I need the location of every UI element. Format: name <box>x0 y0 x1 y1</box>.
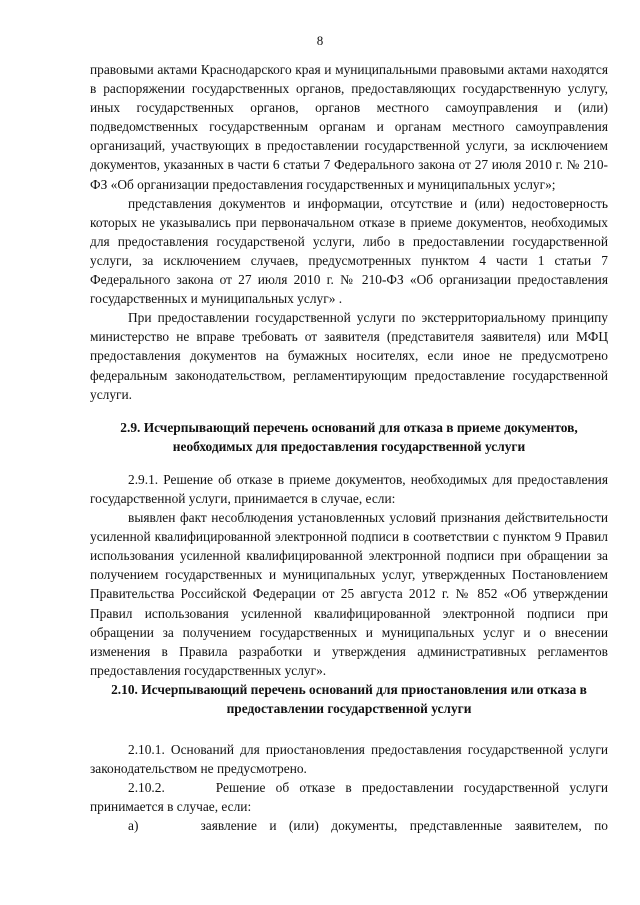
paragraph: 2.10.1. Оснований для приостановления предоставления государственной услуги законодательством не предусмотрено. <box>90 742 608 777</box>
paragraph: 2.9.1. Решение об отказе в приеме документов, необходимых для предоставления государственной услуги, принимается в случае, если: <box>90 471 608 506</box>
paragraph: выявлен факт несоблюдения установленных условий признания действительности усиленной квалифицированной электронной подписи в соответствии с пунктом 9 Правил использования усиленной квалифицированной электронной подписи при обращении за получением государственных и муниципальных услуг, утвержденных Постановлением Правительства Российской Федерации от 25 августа 2012 г. № 852 «Об утверждении Правил использования усиленной квалифицированной электронной подписи при обращении за получением государственных и муниципальных услуг и о внесении изменения в Правила разработки и утверждения административных регламентов предоставления государственных услуг». <box>90 510 608 678</box>
paragraph: а) заявление и (или) документы, представленные заявителем, по <box>128 818 608 834</box>
section-heading-2-10: 2.10. Исчерпывающий перечень оснований для приостановления или отказа в предоставлении государственной услуги <box>111 681 587 716</box>
paragraph: При предоставлении государственной услуги по экстерриториальному принципу министерство не вправе требовать от заявителя (представителя заявителя) или МФЦ предоставления документов на бумажных носителях, если иное не предусмотрено федеральным законодательством, регламентирующим предоставление государственной услуги. <box>90 310 608 402</box>
paragraph: представления документов и информации, отсутствие и (или) недостоверность которых не указывались при первоначальном отказе в приеме документов, необходимых для предоставления государственой услуги, либо в предоставлении государственной услуги, за исключением случаев, предусмотренных пунктом 4 части 1 статьи 7 Федерального закона от 27 июля 2010 г. № 210-ФЗ «Об организации предоставления государственных и муниципальных услуг» . <box>90 195 608 307</box>
paragraph: правовыми актами Краснодарского края и муниципальными правовыми актами находятся в распоряжении государственных органов, предоставляющих государственную услугу, иных государственных органов, органов местного самоуправления и (или) подведомственных государственным органам и органам местного самоуправления организаций, участвующих в предоставлении государственной услуги, за исключением документов, указанных в части 6 статьи 7 Федерального закона от 27 июля 2010 г. № 210-ФЗ «Об организации предоставления государственных и муниципальных услуг»; <box>90 62 608 192</box>
page-number: 8 <box>316 33 324 48</box>
document-body <box>90 60 612 836</box>
paragraph: 2.10.2. Решение об отказе в предоставлении государственной услуги принимается в случае, если: <box>90 780 612 815</box>
section-heading-2-9: 2.9. Исчерпывающий перечень оснований для отказа в приеме документов, необходимых для предоставления государственной услуги <box>120 419 578 454</box>
